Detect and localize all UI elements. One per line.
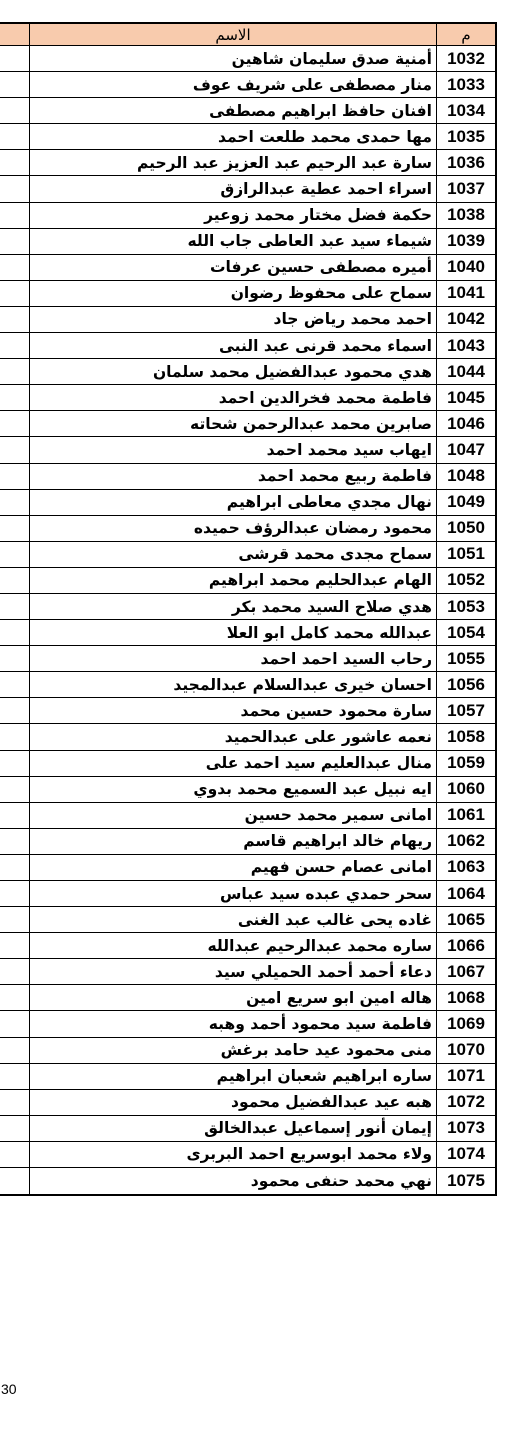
row-name: نعمه عاشور على عبدالحميد	[30, 724, 437, 749]
row-name: نهي محمد حنفى محمود	[30, 1168, 437, 1194]
row-number: 1057	[437, 698, 497, 723]
row-number: 1038	[437, 203, 497, 228]
row-number: 1051	[437, 542, 497, 567]
row-name: امانى عصام حسن فهيم	[30, 855, 437, 880]
row-number: 1068	[437, 985, 497, 1010]
row-name: ولاء محمد ابوسريع احمد البربرى	[30, 1142, 437, 1167]
table-row	[0, 959, 497, 985]
row-name: اسراء احمد عطية عبدالرازق	[30, 176, 437, 201]
table-row	[0, 907, 497, 933]
table-row	[0, 594, 497, 620]
table-body	[0, 46, 497, 1194]
row-cut-off-cell	[0, 542, 30, 567]
row-cut-off-cell	[0, 150, 30, 175]
table-row	[0, 933, 497, 959]
row-cut-off-cell	[0, 594, 30, 619]
row-cut-off-cell	[0, 907, 30, 932]
row-cut-off-cell	[0, 777, 30, 802]
row-name: منى محمود عيد حامد برغش	[30, 1038, 437, 1063]
row-name: الهام عبدالحليم محمد ابراهيم	[30, 568, 437, 593]
table-row	[0, 1168, 497, 1194]
row-cut-off-cell	[0, 516, 30, 541]
row-name: فاطمة محمد فخرالدين احمد	[30, 385, 437, 410]
table-row	[0, 646, 497, 672]
row-name: إيمان أنور إسماعيل عبدالخالق	[30, 1116, 437, 1141]
table-row	[0, 672, 497, 698]
row-number: 1069	[437, 1011, 497, 1036]
row-cut-off-cell	[0, 1142, 30, 1167]
row-number: 1054	[437, 620, 497, 645]
row-cut-off-cell	[0, 307, 30, 332]
table-row	[0, 411, 497, 437]
row-name: شيماء سيد عبد العاطى جاب الله	[30, 229, 437, 254]
row-cut-off-cell	[0, 855, 30, 880]
row-number: 1036	[437, 150, 497, 175]
row-name: سحر حمدي عبده سيد عباس	[30, 881, 437, 906]
row-number: 1047	[437, 437, 497, 462]
row-number: 1061	[437, 803, 497, 828]
row-cut-off-cell	[0, 385, 30, 410]
table-row	[0, 98, 497, 124]
table-row	[0, 985, 497, 1011]
row-cut-off-cell	[0, 98, 30, 123]
row-cut-off-cell	[0, 229, 30, 254]
row-cut-off-cell	[0, 933, 30, 958]
row-name: مها حمدى محمد طلعت احمد	[30, 124, 437, 149]
row-name: سماح مجدى محمد قرشى	[30, 542, 437, 567]
table-row	[0, 490, 497, 516]
row-number: 1074	[437, 1142, 497, 1167]
row-number: 1035	[437, 124, 497, 149]
row-cut-off-cell	[0, 490, 30, 515]
row-cut-off-cell	[0, 698, 30, 723]
row-name: سارة عبد الرحيم عبد العزيز عبد الرحيم	[30, 150, 437, 175]
row-name: اسماء محمد قرنى عبد النبى	[30, 333, 437, 358]
row-name: هبه عيد عبدالفضيل محمود	[30, 1090, 437, 1115]
row-cut-off-cell	[0, 1038, 30, 1063]
row-cut-off-cell	[0, 724, 30, 749]
row-number: 1044	[437, 359, 497, 384]
row-name: ريهام خالد ابراهيم قاسم	[30, 829, 437, 854]
row-name: ساره ابراهيم شعبان ابراهيم	[30, 1064, 437, 1089]
row-name: حكمة فضل مختار محمد زوعير	[30, 203, 437, 228]
row-cut-off-cell	[0, 1064, 30, 1089]
row-cut-off-cell	[0, 646, 30, 671]
row-number: 1062	[437, 829, 497, 854]
row-cut-off-cell	[0, 1011, 30, 1036]
row-name: فاطمة ربيع محمد احمد	[30, 464, 437, 489]
row-number: 1037	[437, 176, 497, 201]
row-cut-off-cell	[0, 672, 30, 697]
row-cut-off-cell	[0, 411, 30, 436]
row-number: 1039	[437, 229, 497, 254]
row-number: 1058	[437, 724, 497, 749]
row-name: ايه نبيل عبد السميع محمد بدوي	[30, 777, 437, 802]
table-row	[0, 255, 497, 281]
row-name: صابرين محمد عبدالرحمن شحاته	[30, 411, 437, 436]
row-name: ايهاب سيد محمد احمد	[30, 437, 437, 462]
row-name: سارة محمود حسين محمد	[30, 698, 437, 723]
row-cut-off-cell	[0, 281, 30, 306]
row-cut-off-cell	[0, 620, 30, 645]
row-cut-off-cell	[0, 1090, 30, 1115]
table-row	[0, 150, 497, 176]
table-row	[0, 1064, 497, 1090]
table-row	[0, 855, 497, 881]
header-number: م	[437, 24, 497, 45]
table-row	[0, 568, 497, 594]
table-row	[0, 881, 497, 907]
row-cut-off-cell	[0, 124, 30, 149]
row-number: 1052	[437, 568, 497, 593]
row-cut-off-cell	[0, 751, 30, 776]
table-row	[0, 1090, 497, 1116]
table-row	[0, 1116, 497, 1142]
row-number: 1071	[437, 1064, 497, 1089]
row-number: 1049	[437, 490, 497, 515]
table-row	[0, 724, 497, 750]
row-name: أمنية صدق سليمان شاهين	[30, 46, 437, 71]
table-row	[0, 176, 497, 202]
row-name: غاده يحى غالب عبد الغنى	[30, 907, 437, 932]
row-number: 1034	[437, 98, 497, 123]
row-cut-off-cell	[0, 255, 30, 280]
row-cut-off-cell	[0, 1168, 30, 1194]
table-row	[0, 437, 497, 463]
row-number: 1070	[437, 1038, 497, 1063]
table-row	[0, 385, 497, 411]
row-name: احمد محمد رياض جاد	[30, 307, 437, 332]
row-number: 1053	[437, 594, 497, 619]
row-number: 1072	[437, 1090, 497, 1115]
row-name: هاله امين ابو سريع امين	[30, 985, 437, 1010]
table-row	[0, 72, 497, 98]
row-number: 1043	[437, 333, 497, 358]
row-number: 1075	[437, 1168, 497, 1194]
row-number: 1066	[437, 933, 497, 958]
row-cut-off-cell	[0, 203, 30, 228]
row-number: 1045	[437, 385, 497, 410]
row-cut-off-cell	[0, 72, 30, 97]
row-number: 1046	[437, 411, 497, 436]
row-number: 1063	[437, 855, 497, 880]
table-row	[0, 359, 497, 385]
table-header-row	[0, 24, 497, 46]
table-row	[0, 464, 497, 490]
table-row	[0, 516, 497, 542]
row-cut-off-cell	[0, 829, 30, 854]
row-name: رحاب السيد احمد احمد	[30, 646, 437, 671]
table-row	[0, 281, 497, 307]
row-number: 1032	[437, 46, 497, 71]
page-number: 30	[1, 1381, 17, 1397]
row-number: 1065	[437, 907, 497, 932]
table-row	[0, 698, 497, 724]
row-cut-off-cell	[0, 46, 30, 71]
table-row	[0, 1038, 497, 1064]
row-cut-off-cell	[0, 359, 30, 384]
table-row	[0, 1011, 497, 1037]
table-row	[0, 203, 497, 229]
row-cut-off-cell	[0, 568, 30, 593]
table-row	[0, 542, 497, 568]
names-table	[0, 22, 497, 1196]
table-row	[0, 307, 497, 333]
table-row	[0, 620, 497, 646]
table-row	[0, 229, 497, 255]
row-number: 1048	[437, 464, 497, 489]
row-name: افنان حافظ ابراهيم مصطفى	[30, 98, 437, 123]
row-cut-off-cell	[0, 985, 30, 1010]
row-number: 1060	[437, 777, 497, 802]
row-name: سماح على محفوظ رضوان	[30, 281, 437, 306]
header-cut-off-column	[0, 24, 30, 45]
row-number: 1056	[437, 672, 497, 697]
table-row	[0, 777, 497, 803]
table-row	[0, 803, 497, 829]
row-number: 1073	[437, 1116, 497, 1141]
row-cut-off-cell	[0, 1116, 30, 1141]
row-name: محمود رمضان عبدالرؤف حميده	[30, 516, 437, 541]
row-cut-off-cell	[0, 959, 30, 984]
header-name: الاسم	[30, 24, 437, 45]
row-cut-off-cell	[0, 464, 30, 489]
row-number: 1064	[437, 881, 497, 906]
row-cut-off-cell	[0, 881, 30, 906]
row-number: 1050	[437, 516, 497, 541]
row-number: 1040	[437, 255, 497, 280]
row-number: 1059	[437, 751, 497, 776]
row-name: نهال مجدي معاطى ابراهيم	[30, 490, 437, 515]
row-cut-off-cell	[0, 176, 30, 201]
row-number: 1041	[437, 281, 497, 306]
table-row	[0, 124, 497, 150]
row-name: ساره محمد عبدالرحيم عبدالله	[30, 933, 437, 958]
row-name: منار مصطفى على شريف عوف	[30, 72, 437, 97]
row-name: احسان خيرى عبدالسلام عبدالمجيد	[30, 672, 437, 697]
row-name: عبدالله محمد كامل ابو العلا	[30, 620, 437, 645]
row-number: 1055	[437, 646, 497, 671]
row-cut-off-cell	[0, 803, 30, 828]
table-row	[0, 829, 497, 855]
table-row	[0, 751, 497, 777]
row-number: 1042	[437, 307, 497, 332]
row-name: منال عبدالعليم سيد احمد على	[30, 751, 437, 776]
row-name: فاطمة سيد محمود أحمد وهبه	[30, 1011, 437, 1036]
row-number: 1067	[437, 959, 497, 984]
row-name: أميره مصطفى حسين عرفات	[30, 255, 437, 280]
table-row	[0, 333, 497, 359]
row-name: هدي صلاح السيد محمد بكر	[30, 594, 437, 619]
row-cut-off-cell	[0, 437, 30, 462]
table-row	[0, 1142, 497, 1168]
row-cut-off-cell	[0, 333, 30, 358]
row-number: 1033	[437, 72, 497, 97]
row-name: امانى سمير محمد حسين	[30, 803, 437, 828]
row-name: هدي محمود عبدالفضيل محمد سلمان	[30, 359, 437, 384]
table-row	[0, 46, 497, 72]
row-name: دعاء أحمد أحمد الحميلي سيد	[30, 959, 437, 984]
